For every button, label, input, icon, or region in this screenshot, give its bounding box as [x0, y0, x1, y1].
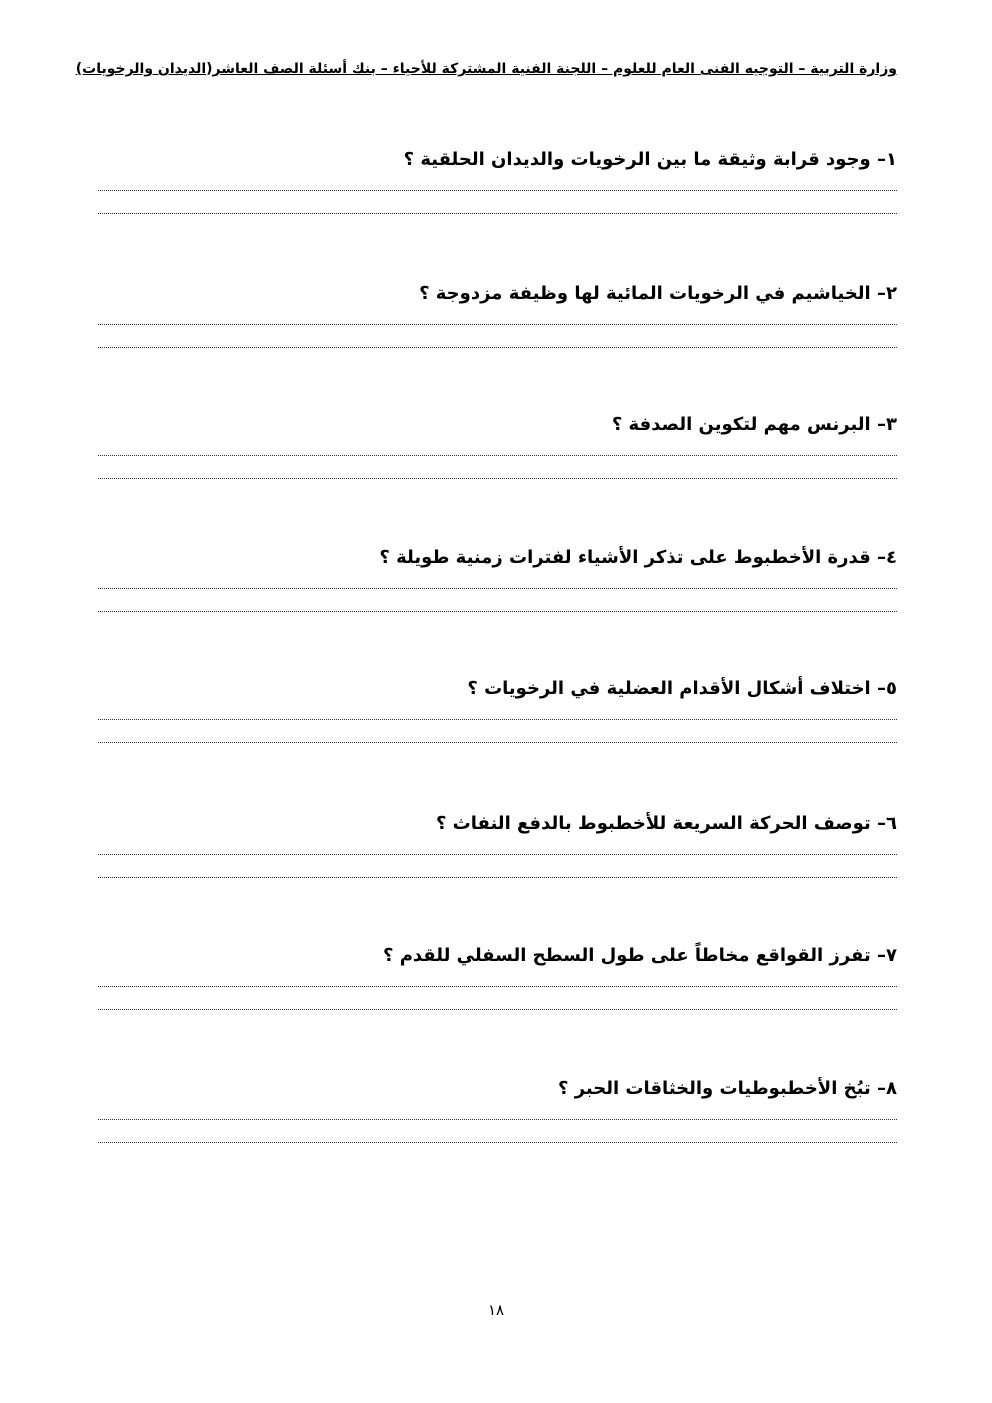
question-text-5: ٥– اختلاف أشكال الأقدام العضلية في الرخويات ؟: [467, 678, 897, 699]
question-text-1: ١– وجود قرابة وثيقة ما بين الرخويات والديدان الحلقية ؟: [403, 149, 897, 170]
answer-line-7a: [98, 986, 897, 987]
answer-line-8b: [98, 1142, 897, 1143]
question-text-4: ٤– قدرة الأخطبوط على تذكر الأشياء لفترات زمنية طويلة ؟: [379, 547, 897, 568]
question-block-2: [98, 280, 897, 308]
answer-line-1b: [98, 213, 897, 214]
question-text-7: ٧– تفرز القواقع مخاطاً على طول السطح السفلي للقدم ؟: [383, 945, 897, 966]
question-block-3: [98, 411, 897, 439]
answer-line-7b: [98, 1009, 897, 1010]
answer-line-4b: [98, 611, 897, 612]
answer-line-3a: [98, 455, 897, 456]
answer-line-1a: [98, 190, 897, 191]
question-block-5: [98, 675, 897, 703]
question-block-6: [98, 810, 897, 838]
answer-line-6a: [98, 854, 897, 855]
question-text-2: ٢– الخياشيم في الرخويات المائية لها وظيفة مزدوجة ؟: [419, 283, 897, 304]
question-text-6: ٦– توصف الحركة السريعة للأخطبوط بالدفع النفاث ؟: [435, 813, 897, 834]
answer-line-3b: [98, 478, 897, 479]
question-text-8: ٨– تبُخ الأخطبوطيات والخثاقات الحبر ؟: [558, 1078, 897, 1099]
answer-line-2a: [98, 324, 897, 325]
answer-line-5b: [98, 742, 897, 743]
question-block-8: [98, 1075, 897, 1103]
question-block-4: [98, 544, 897, 572]
page-number: ١٨: [487, 1301, 505, 1319]
answer-line-6b: [98, 877, 897, 878]
question-block-7: [98, 942, 897, 970]
answer-line-4a: [98, 588, 897, 589]
answer-line-2b: [98, 347, 897, 348]
answer-line-8a: [98, 1119, 897, 1120]
answer-line-5a: [98, 719, 897, 720]
question-block-1: [98, 146, 897, 174]
page-header: وزارة التربية – التوجيه الفنى العام للعلوم – اللجنة الفنية المشتركة للأحياء – بنك أسئلة الصف العاشر(الديدان والرخويات): [75, 61, 897, 77]
question-text-3: ٣– البرنس مهم لتكوين الصدفة ؟: [611, 414, 897, 435]
